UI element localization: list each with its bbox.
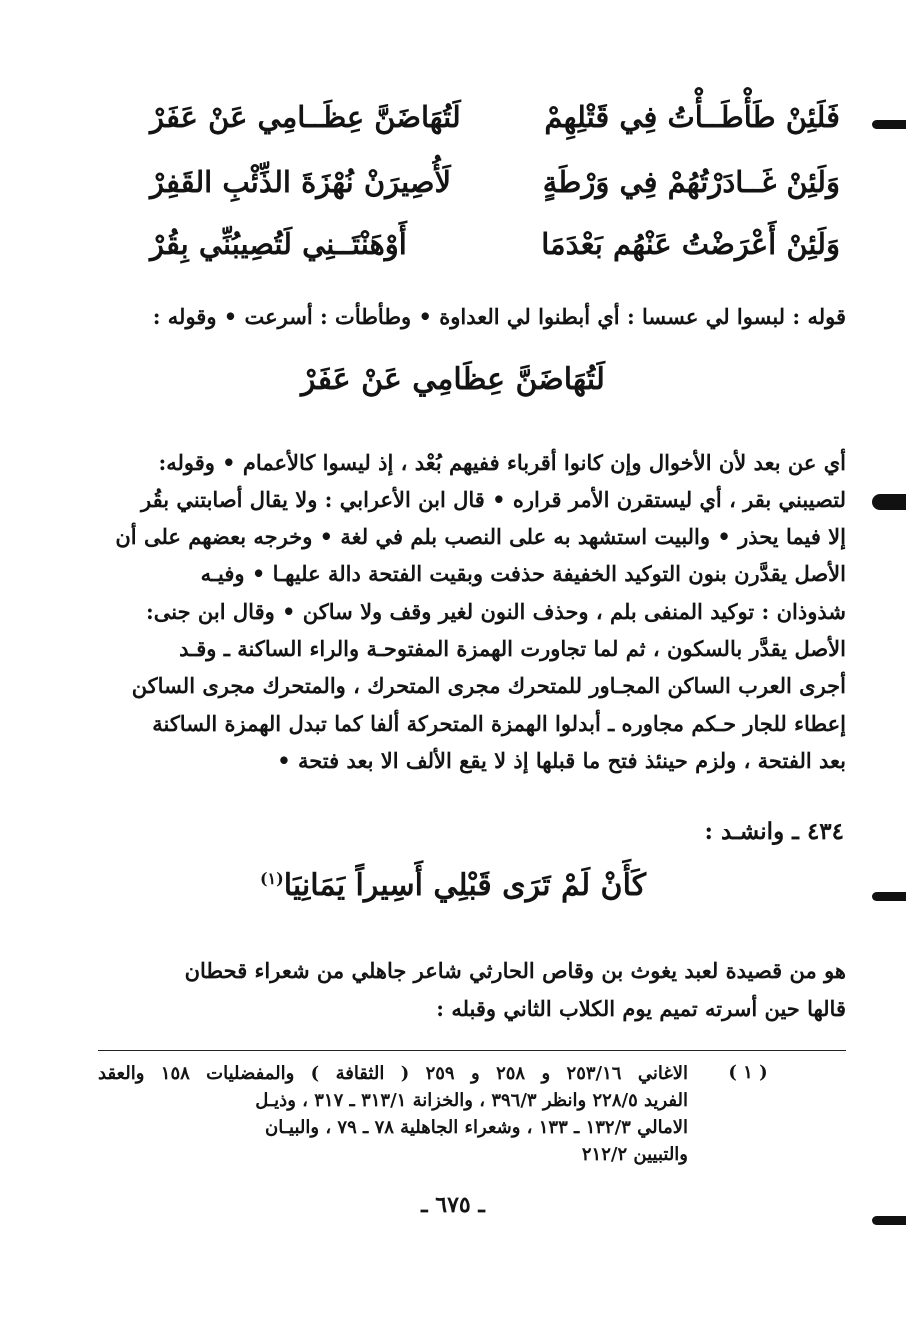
footnote-reference: (١) [259,869,284,888]
entry-heading: ٤٣٤ ـ وانشـد : [704,818,844,845]
commentary-line: إلا فيما يحذر • والبيت استشهد به على النصب بلم في لغة • وخرجه بعضهم على أن [115,524,846,549]
edge-mark [872,892,906,901]
commentary-line: لتصيبني بقر ، أي ليستقرن الأمر قراره • قال ابن الأعرابي : ولا يقال أصابتني بقُر [141,487,846,512]
poem-second-hemistich: أَوْهَنْتَــنِي لَتُصِيبُنِّي بِقُرْ [150,227,407,261]
poem-first-hemistich: فَلَئِنْ طَأْطَــأْتُ فِي قَتْلِهِمْ [544,100,840,134]
poem-couplet [150,87,840,147]
edge-mark [872,1216,906,1225]
edge-mark [872,120,906,129]
commentary-line: شذوذان : توكيد المنفى بلم ، وحذف النون لغير وقف ولا ساكن • وقال ابن جنى: [146,599,846,624]
commentary-line: إعطاء للجار حـكم مجاوره ـ أبدلوا الهمزة المتحركة ألفا كما تبدل الهمزة الساكنة [152,711,846,736]
page-number: ـ ٦٧٥ ـ [421,1192,485,1218]
footnote-line: والتبيين ٢١٢/٢ [581,1144,688,1165]
poem-second-hemistich: لَأُصِيرَنْ نُهْزَةَ الذِّئْبِ القَفِرْ [150,165,452,199]
footnote-line: الامالي ١٣٢/٣ ـ ١٣٣ ، وشعراء الجاهلية ٧٨ ـ ٧٩ ، والبيـان [265,1117,688,1138]
poem-second-hemistich: لَتُهَاضَنَّ عِظَــامِي عَنْ عَفَرْ [150,100,461,134]
edge-mark [872,494,906,510]
commentary-line: الأصل يقدَّرن بنون التوكيد الخفيفة حذفت وبقيت الفتحة دالة عليهـا • وفيـه [200,561,846,586]
footnote-line: الاغاني ٢٥٣/١٦ و ٢٥٨ و ٢٥٩ ( الثقافة ) والمفضليات ١٥٨ والعقد [98,1063,688,1084]
quoted-verse: لَتُهَاضَنَّ عِظَامِي عَنْ عَفَرْ [301,362,605,397]
explanation-intro: قوله : لبسوا لي عسسا : أي أبطنوا لي العداوة • وطأطأت : أسرعت • وقوله : [152,304,846,329]
poem-couplet [150,152,840,212]
poem-first-hemistich: وَلَئِنْ أَعْرَضْتُ عَنْهُم بَعْدَمَا [541,227,840,261]
commentary-line: بعد الفتحة ، ولزم حينئذ فتح ما قبلها إذ لا يقع الألف الا بعد فتحة • [277,748,846,773]
entry-line: هو من قصيدة لعبد يغوث بن وقاص الحارثي شاعر جاهلي من شعراء قحطان [184,958,846,983]
entry-verse-text: كَأَنْ لَمْ تَرَى قَبْلِي أَسِيراً يَمَانِيَا [283,868,647,903]
poem-first-hemistich: وَلَئِنْ غَــادَرْتُهُمْ فِي وَرْطَةٍ [542,165,840,199]
footnote-line: الفريد ٢٢٨/٥ وانظر ٣٩٦/٣ ، والخزانة ٣١٣/١ ـ ٣١٧ ، وذيـل [255,1090,688,1111]
commentary-line: أي عن بعد لأن الأخوال وإن كانوا أقرباء ففيهم بُعْد ، إذ ليسوا كالأعمام • وقوله: [158,450,846,475]
footnote-rule [98,1050,846,1051]
footnote-marker: ( ١ ) [728,1062,768,1083]
commentary-line: أجرى العرب الساكن المجـاور للمتحرك مجرى المتحرك ، والمتحرك مجرى الساكن [131,673,846,698]
entry-line: قالها حين أسرته تميم يوم الكلاب الثاني وقبله : [436,996,846,1021]
entry-verse [0,868,906,903]
poem-couplet [150,214,840,274]
commentary-line: الأصل يقدَّر بالسكون ، ثم لما تجاورت الهمزة المفتوحـة والراء الساكنة ـ وقـد [179,636,846,661]
